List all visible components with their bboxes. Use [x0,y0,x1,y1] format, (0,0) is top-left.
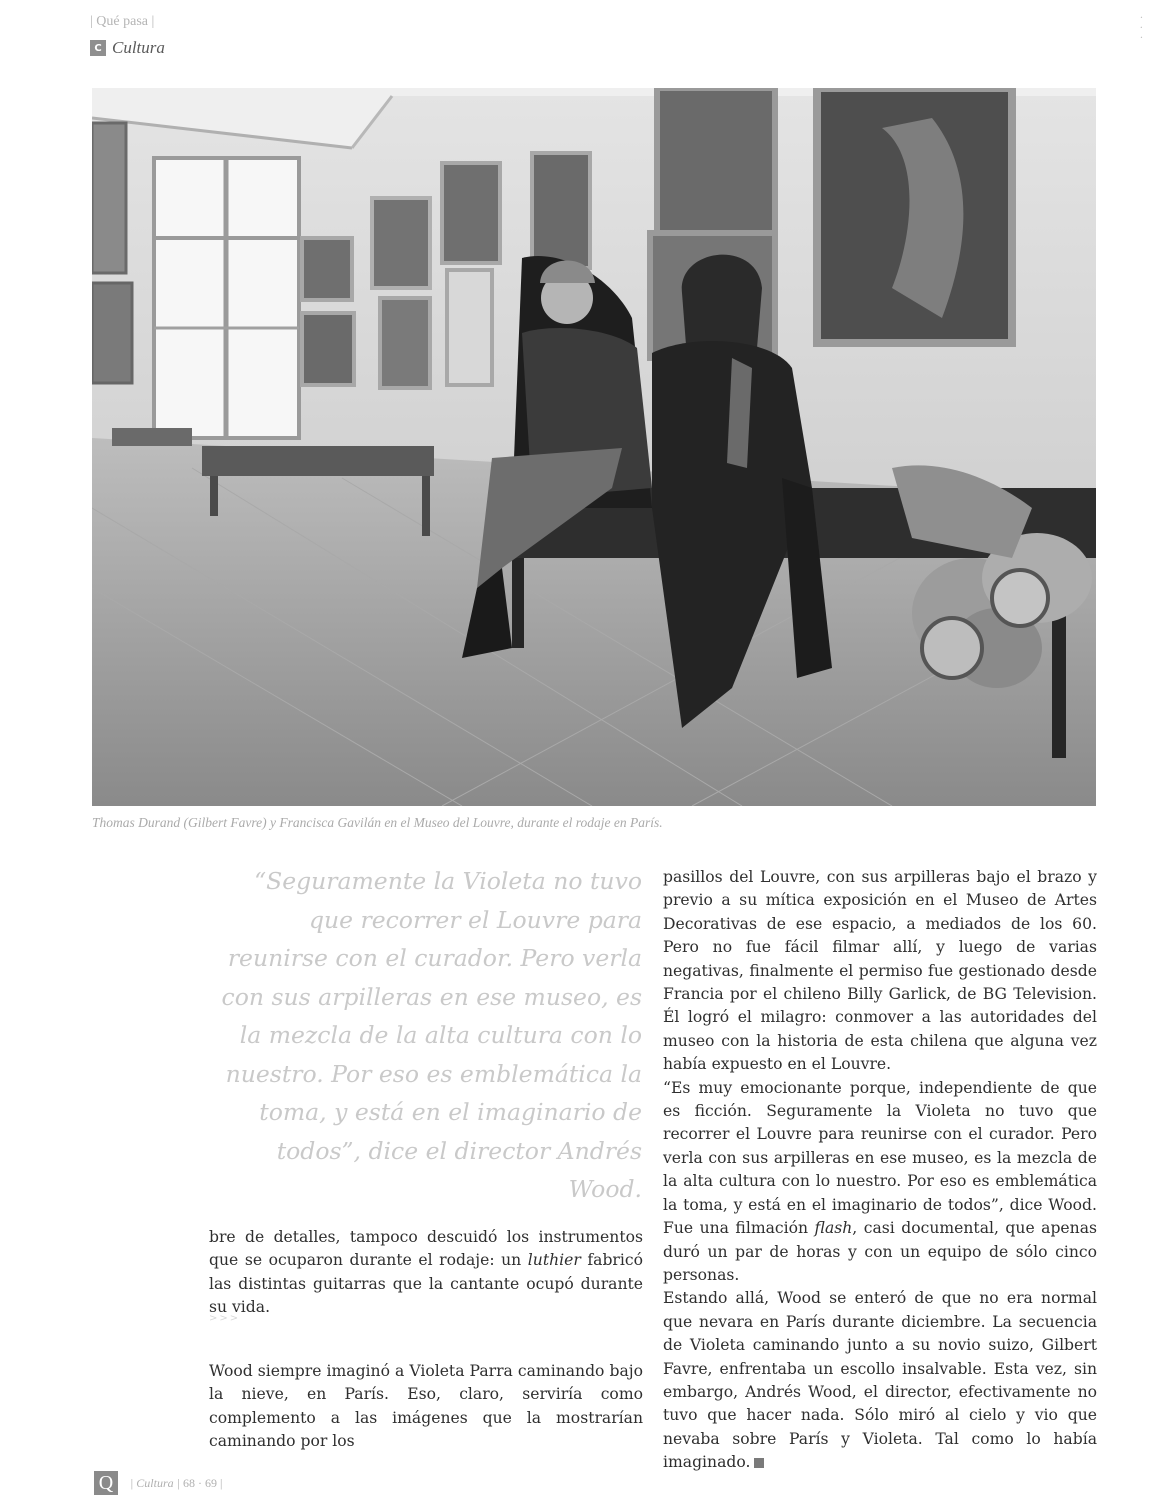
page-numbers: 68 · 69 | [182,1475,223,1490]
pull-quote: “Seguramente la Violeta no tuvo que recorrer el Louvre para reunirse con el curador. Pero verla con sus arpilleras en ese museo, es la mezcla de la alta cultura con lo nuestro. Por eso es emblemática la toma, y está en el imaginario de todos”, dice el director Andrés Wood. [221,867,642,1203]
italic-term: flash [814,1219,853,1238]
magazine-header: | Qué pasa | [90,14,155,29]
text-run: , casi documental, que apenas duró un par de horas y con un equipo de sólo cinco personas. [663,1219,1098,1284]
paragraph [663,1287,1097,1474]
paragraph: Wood siempre imaginó a Violeta Parra caminando bajo la nieve, en París. Eso, claro, serviría como complemento a las imágenes que la mostrarían caminando por los [209,1362,643,1451]
left-column-paragraph-2 [209,1360,643,1454]
italic-term: luthier [527,1251,581,1270]
footer-section: | Cultura | [130,1475,180,1490]
magazine-logo-icon: Q [94,1471,118,1495]
end-of-article-icon [754,1458,764,1468]
louvre-gallery-photo [92,88,1096,806]
page-footer [94,1471,222,1495]
text-run: bre de detalles, tampoco descuidó los instrumentos que se ocuparon durante el rodaje: un [209,1228,643,1270]
section-header [90,38,165,58]
right-column [663,866,1097,1475]
paragraph [663,1077,1097,1288]
paragraph: pasillos del Louvre, con sus arpilleras bajo el brazo y previo a su mítica exposición en el Museo de Artes Decorativas de ese espacio, a mediados de los 60. Pero no fue fácil filmar allí, y luego de varias negativas, finalmente el permiso fue gestionado desde Francia por el chileno Billy Garlick, de BG Television. Él logró el milagro: conmover a las autoridades del museo con la historia de esta chilena que alguna vez había expuesto en el Louvre. [663,868,1097,1074]
section-label: Cultura [112,38,165,57]
photo-caption: Thomas Durand (Gilbert Favre) y Francisca Gavilán en el Museo del Louvre, durante el rodaje en París. [92,815,663,830]
registration-marks: · · · [1133,13,1143,44]
text-run: Estando allá, Wood se enteró de que no era normal que nevara en París durante diciembre. La secuencia de Violeta caminando junto a su novio suizo, Gilbert Favre, enfrentaba un escollo insalvable. Esta vez, sin embargo, Andrés Wood, el director, efectivamente no tuvo que hacer nada. Sólo miró al cielo y vio que nevaba sobre París y Violeta. Tal como lo había imaginado. [663,1289,1097,1472]
text-run: “Es muy emocionante porque, independiente de que es ficción. Seguramente la Violeta no tuvo que recorrer el Louvre para reunirse con el curador. Pero verla con sus arpilleras en ese museo, es la mezcla de la alta cultura con lo nuestro. Por eso es emblemática la toma, y está en el imaginario de todos”, dice Wood. Fue una filmación [663,1078,1097,1238]
text-run: fabricó las distintas guitarras que la cantante ocupó durante su vida. [209,1251,643,1317]
left-column-paragraph-1 [209,1226,643,1320]
footer-folio [130,1476,222,1491]
section-divider: >>> [209,1313,241,1324]
section-icon: C [90,40,106,56]
